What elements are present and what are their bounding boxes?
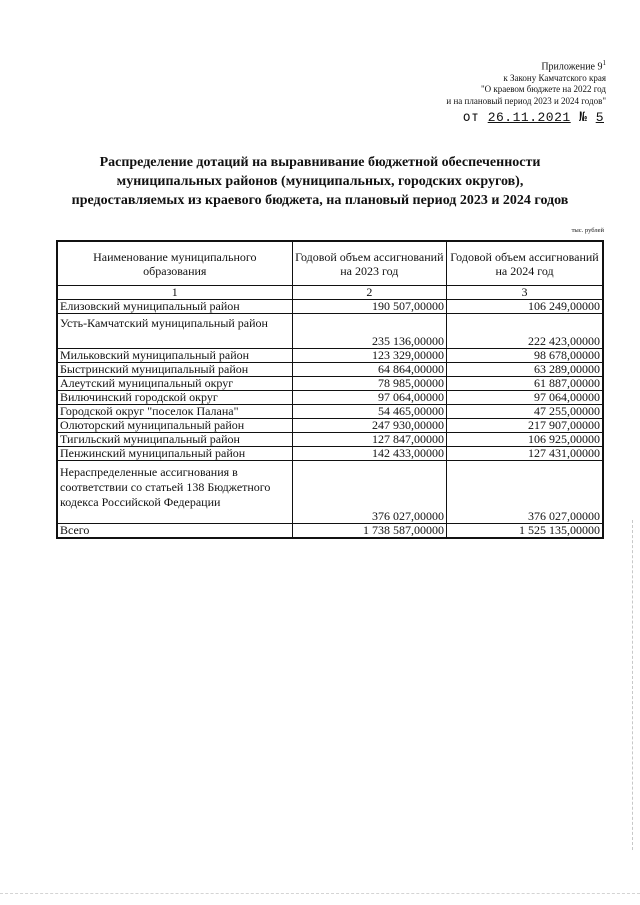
law-number: 5 (595, 110, 604, 125)
appendix-number: Приложение $9^1$ (541, 59, 606, 73)
table-row (57, 405, 603, 419)
index-cell: 2 (292, 286, 446, 300)
amount-2024: 63 289,00000 (447, 363, 603, 377)
unallocated-name: Нераспределенные ассигнования в соответствии со статьей 138 Бюджетного кодекса Российской Федерации (57, 461, 292, 524)
scan-margin-mark (632, 520, 634, 850)
municipality-name: Тигильский муниципальный район (57, 433, 292, 447)
municipality-name: Городской округ "поселок Палана" (57, 405, 292, 419)
table-row (57, 363, 603, 377)
table-header-row (57, 241, 603, 286)
amount-2024: 47 255,00000 (447, 405, 603, 419)
total-label: Всего (57, 524, 292, 539)
amount-2024: 61 887,00000 (447, 377, 603, 391)
municipality-name: Вилючинский городской округ (57, 391, 292, 405)
adoption-date: 26.11.2021 (487, 110, 571, 125)
municipality-name: Пенжинский муниципальный район (57, 447, 292, 461)
table-index-row (57, 286, 603, 300)
amount-2023: 123 329,00000 (292, 349, 446, 363)
amount-2023: 190 507,00000 (292, 300, 446, 314)
amount-2023: 235 136,00000 (292, 314, 446, 349)
index-cell: 3 (447, 286, 603, 300)
table-row (57, 461, 603, 524)
municipality-name: Усть-Камчатский муниципальный район (57, 314, 292, 349)
units-label: тыс. рублей (571, 227, 604, 234)
amount-2023: 78 985,00000 (292, 377, 446, 391)
amount-2023: 97 064,00000 (292, 391, 446, 405)
municipality-name: Олюторский муниципальный район (57, 419, 292, 433)
amount-2023: 127 847,00000 (292, 433, 446, 447)
municipality-name: Алеутский муниципальный округ (57, 377, 292, 391)
amount-2024: 127 431,00000 (447, 447, 603, 461)
municipality-name: Елизовский муниципальный район (57, 300, 292, 314)
index-cell: 1 (57, 286, 292, 300)
amount-2024: 222 423,00000 (447, 314, 603, 349)
table-row (57, 391, 603, 405)
municipality-name: Мильковский муниципальный район (57, 349, 292, 363)
municipality-name: Быстринский муниципальный район (57, 363, 292, 377)
amount-2024: 98 678,00000 (447, 349, 603, 363)
amount-2023: 64 864,00000 (292, 363, 446, 377)
amount-2023: 54 465,00000 (292, 405, 446, 419)
amount-2024: 106 249,00000 (447, 300, 603, 314)
appendix-law-period: и на плановый период 2023 и 2024 годов" (446, 95, 606, 106)
amount-2024: 106 925,00000 (447, 433, 603, 447)
total-2024: 1 525 135,00000 (447, 524, 603, 539)
appendix-header (346, 58, 606, 107)
header-2023: Годовой объем ассигнований на 2023 год (292, 241, 446, 286)
table-row (57, 300, 603, 314)
amount-2023: 142 433,00000 (292, 447, 446, 461)
adoption-date-line: от 26.11.2021 № 5 (462, 110, 604, 125)
table-row (57, 447, 603, 461)
appendix-law: к Закону Камчатского края (503, 72, 606, 83)
document-title: Распределение дотаций на выравнивание бюджетной обеспеченности муниципальных районов (муниципальных, городских округов), предоставляемых из краевого бюджета, на плановый период 2023 и 2024 годов (71, 155, 569, 208)
amount-2023: 376 027,00000 (292, 461, 446, 524)
amount-2024: 97 064,00000 (447, 391, 603, 405)
budget-table (56, 240, 604, 539)
table-row (57, 419, 603, 433)
appendix-law-title: "О краевом бюджете на 2022 год (480, 84, 606, 95)
scan-bottom-edge (0, 893, 640, 895)
table-total-row (57, 524, 603, 539)
table-row (57, 377, 603, 391)
table-row (57, 314, 603, 349)
table-row (57, 349, 603, 363)
amount-2024: 376 027,00000 (447, 461, 603, 524)
total-2023: 1 738 587,00000 (292, 524, 446, 539)
header-2024: Годовой объем ассигнований на 2024 год (447, 241, 603, 286)
amount-2023: 247 930,00000 (292, 419, 446, 433)
amount-2024: 217 907,00000 (447, 419, 603, 433)
header-municipality: Наименование муниципального образования (57, 241, 292, 286)
table-row (57, 433, 603, 447)
